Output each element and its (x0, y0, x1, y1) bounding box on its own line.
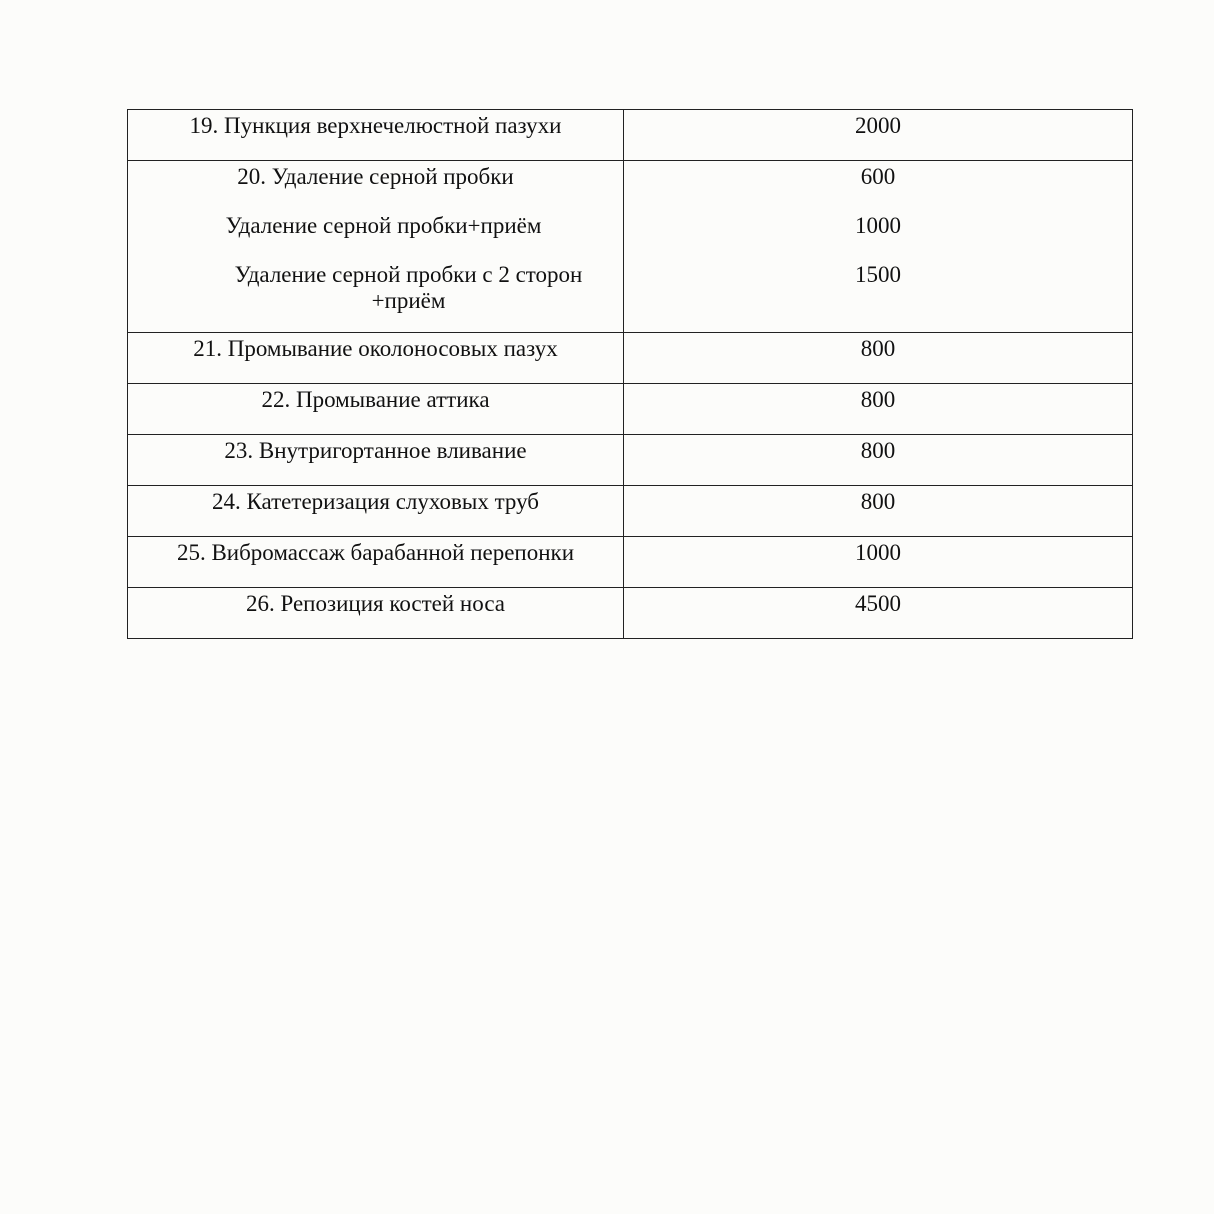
table-row (128, 537, 1133, 588)
service-price: 800 (624, 384, 1133, 435)
service-price: 1500 (855, 262, 901, 287)
table-row (128, 435, 1133, 486)
service-name: 26. Репозиция костей носа (128, 588, 624, 639)
table-row (128, 161, 1133, 333)
table-row (128, 588, 1133, 639)
service-price: 1000 (624, 537, 1133, 588)
service-price: 1000 (855, 213, 901, 238)
table-row (128, 333, 1133, 384)
service-price: 800 (624, 435, 1133, 486)
table-row (128, 384, 1133, 435)
service-price: 2000 (624, 110, 1133, 161)
service-price: 600 (860, 164, 896, 189)
service-price: 800 (624, 486, 1133, 537)
service-price-group (624, 161, 1133, 333)
service-name: 24. Катетеризация слуховых труб (128, 486, 624, 537)
service-name: Удаление серной пробки с 2 сторон +приём (234, 262, 583, 313)
service-price: 800 (624, 333, 1133, 384)
service-name: 20. Удаление серной пробки (237, 164, 514, 189)
service-name: 23. Внутригортанное вливание (128, 435, 624, 486)
service-name: 25. Вибромассаж барабанной перепонки (128, 537, 624, 588)
price-table (127, 109, 1133, 639)
service-name: 22. Промывание аттика (128, 384, 624, 435)
service-name-group (128, 161, 624, 333)
table-row (128, 110, 1133, 161)
service-name: 19. Пункция верхнечелюстной пазухи (128, 110, 624, 161)
service-name: Удаление серной пробки+приём (225, 213, 542, 238)
table-row (128, 486, 1133, 537)
service-price: 4500 (624, 588, 1133, 639)
service-name: 21. Промывание околоносовых пазух (128, 333, 624, 384)
